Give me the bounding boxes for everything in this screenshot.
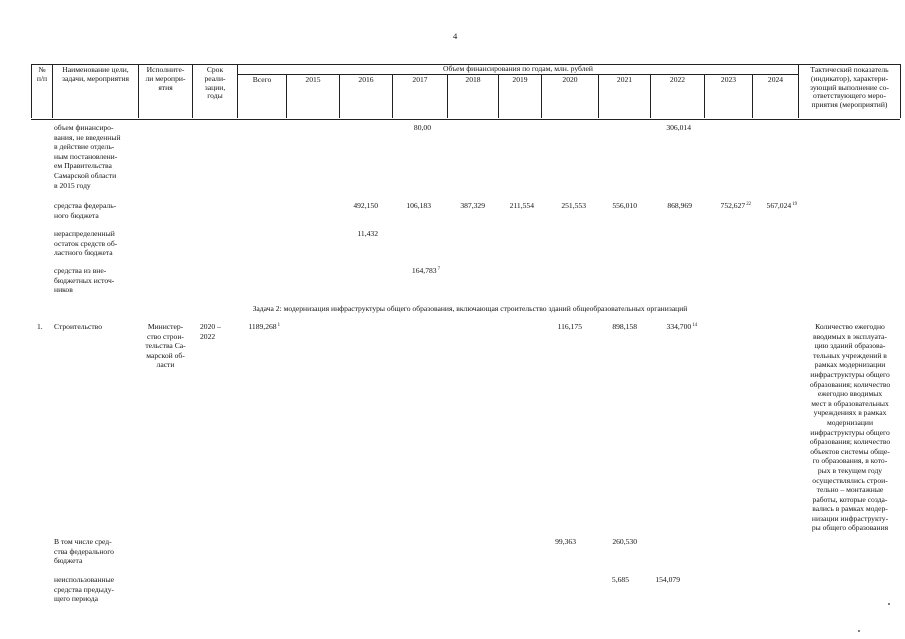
- value-2020: 116,175: [557, 322, 582, 331]
- row-name: средства из вне- бюджетных источ- ников: [54, 266, 115, 295]
- value-2022: 154,079: [655, 575, 680, 584]
- value-2019: 211,554: [509, 201, 534, 210]
- header-year: 2016: [358, 75, 374, 84]
- row-number: 1.: [37, 322, 43, 331]
- value-2024: 567,024$^{19}$: [766, 201, 797, 210]
- value-2020: 99,363: [555, 537, 576, 546]
- value-2017: 164,783$^7$: [411, 266, 440, 275]
- value-2018: 387,329: [460, 201, 485, 210]
- value-2017: 106,183: [406, 201, 431, 210]
- value-2022: 868,969: [667, 201, 692, 210]
- value-2022: 306,014: [666, 123, 691, 132]
- header-total: Всего: [252, 75, 272, 84]
- footnote-ref: 19: [792, 202, 797, 207]
- header-year: 2023: [720, 75, 737, 84]
- row-name: Строительство: [54, 322, 102, 331]
- row-term: 2020 – 2022: [200, 322, 221, 341]
- value-2016: 492,150: [353, 201, 378, 210]
- value-2020: 251,553: [561, 201, 586, 210]
- header-year: 2019: [512, 75, 528, 84]
- footnote-ref: 22: [746, 202, 751, 207]
- value-total: 1189,268$^1$: [248, 322, 280, 331]
- page-number: 4: [453, 31, 458, 41]
- value-2017: 80,00: [413, 123, 431, 132]
- value-2021: 260,530: [612, 537, 637, 546]
- column-divider: [900, 64, 901, 118]
- header-year: 2024: [767, 75, 784, 84]
- header-year: 2015: [305, 75, 321, 84]
- row-name: нераспределенный остаток средств об- ластного бюджета: [54, 229, 118, 258]
- header-term: Срок реали- зации, годы: [204, 65, 226, 101]
- value-2023: 752,627$^{22}$: [720, 201, 751, 210]
- header-executor: Исполните- ли меропри- ятия: [145, 65, 186, 92]
- task-heading: Задача 2: модернизация инфраструктуры общего образования, включающая строительство зданий общеобразовательных организаций: [252, 304, 688, 313]
- value-2021: 898,158: [612, 322, 637, 331]
- value-2021: 556,010: [612, 201, 637, 210]
- value-2016: 11,432: [357, 229, 378, 238]
- row-name: В том числе сред- ства федерального бюджета: [54, 537, 114, 566]
- header-name: Наименование цели, задачи, мероприятия: [61, 65, 130, 83]
- value-2022: 334,700$^{14}$: [666, 322, 697, 331]
- header-indicator: Тактический показатель (индикатор), характери- зующий выполнение со- ответствующего меро- приятия (мероприятий): [810, 65, 889, 110]
- scan-speck: [888, 603, 890, 605]
- row-name: средства федераль- ного бюджета: [54, 201, 117, 220]
- footnote-ref: 1: [277, 323, 280, 328]
- header-year: 2018: [465, 75, 481, 84]
- header-year: 2022: [669, 75, 686, 84]
- header-year: 2017: [412, 75, 428, 84]
- header-number: № п/п: [36, 65, 48, 83]
- footnote-ref: 7: [437, 267, 440, 272]
- row-name: объем финансиро- вания, не введенный в действие отдель- ным постановлени- ем Правительства Самарской области в 2015 году: [54, 123, 121, 190]
- scan-speck: [858, 630, 860, 632]
- value-2021: 5,685: [611, 575, 629, 584]
- row-executor: Министер- ство строи- тельства Са- марской об- ласти: [145, 322, 186, 370]
- footnote-ref: 14: [692, 323, 697, 328]
- header-year: 2020: [562, 75, 578, 84]
- header-year: 2021: [616, 75, 633, 84]
- row-indicator: Количество ежегодно вводимых в эксплуата- цию зданий образова- тельных учреждений в рамках модернизации инфраструктуры общего образования; количество ежегодно вводимых мест в образовательных учреждениях в рамках модернизации инфраструктуры общего образования; количество объектов системы обще- го образования, в кото- рых в текущем году осуществлялись строи- тельно – монтажные работы, которые созда- вались в рамках модер- низации инфраструкту- ры общего образования: [809, 322, 891, 533]
- header-funding-title: Объем финансирования по годам, млн. рублей: [443, 64, 593, 73]
- row-name: неиспользованные средства предыду- щего периода: [54, 575, 115, 604]
